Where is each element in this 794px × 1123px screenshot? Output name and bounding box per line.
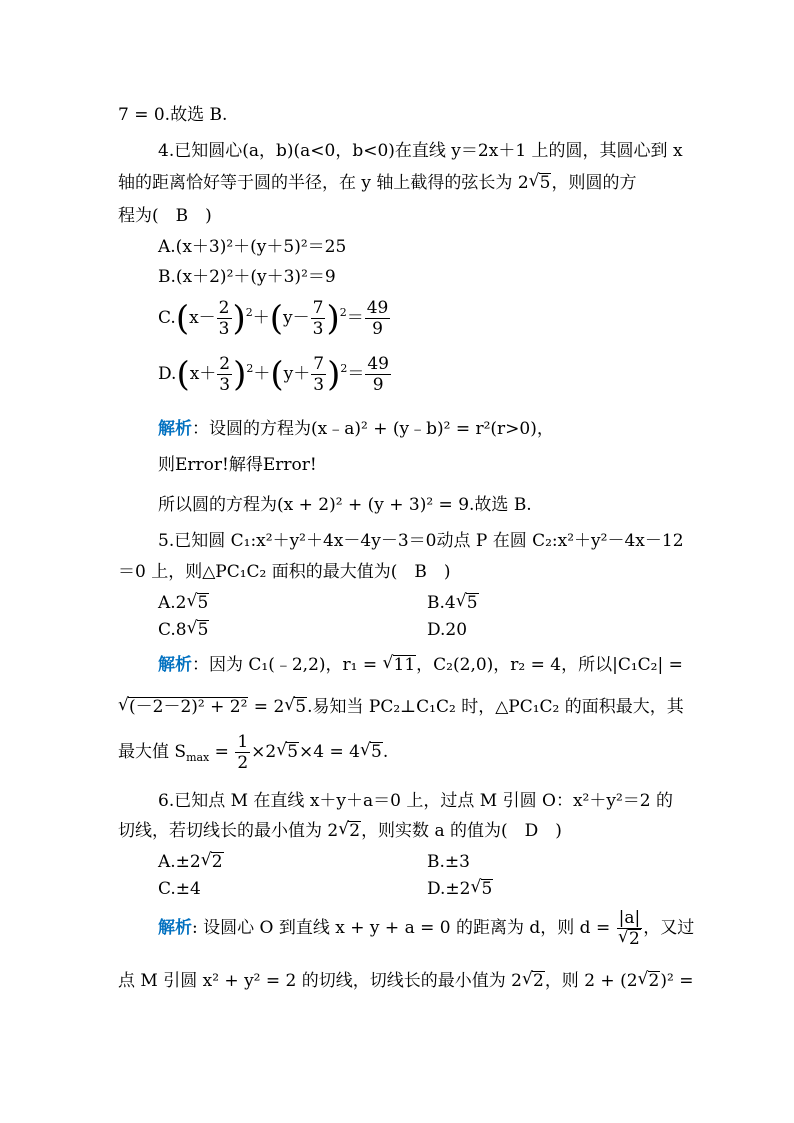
radicand: 5 (197, 620, 209, 640)
numerator: 2 (218, 298, 230, 318)
text: )² = (660, 971, 694, 991)
option-a (158, 592, 209, 614)
denominator: 9 (372, 375, 384, 395)
paren: ( (270, 354, 284, 395)
radicand: (－2－2)² + 2² (129, 697, 248, 717)
text: 切线，若切线长的最小值为 2 (118, 821, 339, 841)
sqrt (187, 592, 210, 614)
sqrt (529, 172, 552, 194)
radicand: 2 (628, 929, 640, 949)
fraction (311, 298, 326, 339)
sqrt (284, 696, 307, 718)
numerator: 1 (237, 732, 249, 752)
option-d: D.20 (427, 620, 468, 640)
paren: ) (326, 298, 340, 339)
label: C. (158, 308, 176, 328)
numerator: 2 (219, 354, 231, 374)
exponent: 2 (245, 306, 253, 319)
radicand: 2 (648, 971, 660, 991)
text: ×2 (251, 742, 277, 762)
option-d (427, 878, 493, 900)
radicand: 2 (532, 971, 544, 991)
paren: ) (232, 298, 246, 339)
text: A.±2 (158, 852, 201, 872)
text: A.2 (158, 593, 187, 613)
text: 点 M 引圆 x² + y² = 2 的切线，切线长的最小值为 2 (118, 971, 522, 991)
text: ：因为 C₁(﹣2,2)，r₁ = (192, 655, 383, 675)
text: C.8 (158, 620, 187, 640)
paren: ( (269, 298, 284, 339)
fraction (311, 354, 326, 395)
solution-label: 解析 (158, 918, 192, 938)
question-6-stem-line2 (118, 820, 562, 842)
label: D. (158, 364, 177, 384)
fraction (235, 732, 250, 773)
option-b: B.(x＋2)²＋(y＋3)²＝9 (158, 267, 336, 287)
text: ＝ (346, 308, 364, 328)
radicand: 5 (466, 593, 478, 613)
sqrt (360, 730, 383, 774)
paren: ( (175, 298, 190, 339)
fraction (365, 298, 391, 339)
denominator (617, 929, 643, 949)
text: x－ (189, 308, 216, 328)
text: ，则 2 + (2 (544, 971, 638, 991)
radicand: 2 (349, 821, 361, 841)
paren: ) (233, 354, 247, 395)
radicand: 5 (295, 697, 307, 717)
solution-label: 解析 (158, 655, 192, 675)
radicand: 5 (197, 593, 209, 613)
numerator: 7 (312, 298, 324, 318)
exponent: 2 (340, 362, 348, 375)
radicand: 5 (481, 879, 493, 899)
sqrt (522, 970, 545, 992)
text: y＋ (283, 364, 311, 384)
fraction (217, 354, 232, 395)
exponent: 2 (339, 306, 347, 319)
paren: ( (176, 354, 190, 395)
denominator: 3 (312, 319, 324, 339)
text: x＋ (189, 364, 217, 384)
exponent: 2 (246, 362, 254, 375)
radicand: 5 (370, 742, 382, 762)
radicand: 11 (393, 655, 416, 675)
question-4-stem-line2 (118, 172, 636, 194)
text: 最大值 S (118, 742, 187, 762)
sqrt (187, 619, 210, 641)
text: ：设圆的方程为(x﹣a)² + (y﹣b)² = r²(r>0)， (192, 419, 554, 439)
denominator: 3 (313, 375, 325, 395)
text: D.±2 (427, 879, 471, 899)
text: = (209, 742, 235, 762)
option-a (158, 851, 224, 873)
question-4-solution (158, 418, 554, 440)
question-5-stem: 5.已知圆 C₁:x²＋y²＋4x－4y－3＝0动点 P 在圆 C₂:x²＋y²－4x－12 (158, 531, 684, 551)
question-4-stem-line3: 程为( B ) (118, 206, 212, 226)
option-d (158, 352, 392, 396)
text: ×4 = 4 (299, 742, 360, 762)
option-c: C.±4 (158, 879, 201, 899)
subscript: max (186, 751, 210, 764)
text: ＝ (347, 364, 365, 384)
sqrt (618, 929, 641, 949)
sqrt (456, 592, 479, 614)
option-b (427, 592, 479, 614)
option-c (158, 619, 209, 641)
sqrt (638, 970, 661, 992)
option-c (158, 296, 391, 340)
numerator: 49 (367, 354, 389, 374)
radicand: 5 (539, 173, 551, 193)
question-6-stem: 6.已知点 M 在直线 x＋y＋a＝0 上，过点 M 引圆 O：x²＋y²＝2 的 (158, 791, 673, 811)
text: ，C₂(2,0)，r₂ = 4，所以|C₁C₂| = (416, 655, 683, 675)
radicand: 2 (211, 852, 223, 872)
sqrt (383, 654, 417, 676)
text: . (382, 742, 389, 762)
text-line: 7 = 0.故选 B. (118, 105, 228, 125)
text: ，则圆的方 (551, 173, 637, 193)
sqrt (276, 730, 299, 774)
text: 轴的距离恰好等于圆的半径，在 y 轴上截得的弦长为 2 (118, 173, 529, 193)
fraction (617, 908, 643, 949)
text: B.4 (427, 593, 456, 613)
text: : 设圆心 O 到直线 x + y + a = 0 的距离为 d，则 d = (192, 918, 616, 938)
denominator: 3 (219, 375, 231, 395)
denominator: 9 (372, 319, 383, 339)
text: y－ (283, 308, 310, 328)
denominator: 3 (218, 319, 230, 339)
solution-line (118, 696, 684, 718)
solution-line: 所以圆的方程为(x + 2)² + (y + 3)² = 9.故选 B. (158, 495, 532, 515)
text: ，则实数 a 的值为( D ) (361, 821, 562, 841)
sqrt (471, 878, 494, 900)
fraction (217, 298, 232, 339)
denominator: 2 (237, 753, 249, 773)
numerator: |a| (618, 908, 641, 928)
fraction (365, 354, 391, 395)
question-5-solution (158, 654, 683, 676)
sqrt (338, 820, 361, 842)
text: ＋ (252, 308, 270, 328)
paren: ) (327, 354, 341, 395)
sqrt (201, 851, 224, 873)
question-6-solution (158, 906, 694, 950)
option-a: A.(x＋3)²＋(y＋5)²＝25 (158, 237, 347, 257)
question-5-stem-line2: ＝0 上，则△PC₁C₂ 面积的最大值为( B ) (118, 562, 451, 582)
solution-line (118, 970, 693, 992)
text: ，又过 (643, 918, 695, 938)
text: .易知当 PC₂⊥C₁C₂ 时，△PC₁C₂ 的面积最大，其 (307, 697, 684, 717)
text: = 2 (248, 697, 285, 717)
numerator: 7 (313, 354, 325, 374)
question-4-stem: 4.已知圆心(a，b)(a<0，b<0)在直线 y＝2x＋1 上的圆，其圆心到 x (158, 141, 683, 161)
solution-line (118, 730, 388, 774)
option-b: B.±3 (427, 852, 470, 872)
radicand: 5 (287, 742, 299, 762)
solution-label: 解析 (158, 419, 192, 439)
sqrt (118, 696, 248, 718)
solution-line: 则Error!解得Error! (158, 455, 317, 475)
text: ＋ (253, 364, 271, 384)
numerator: 49 (366, 298, 389, 318)
